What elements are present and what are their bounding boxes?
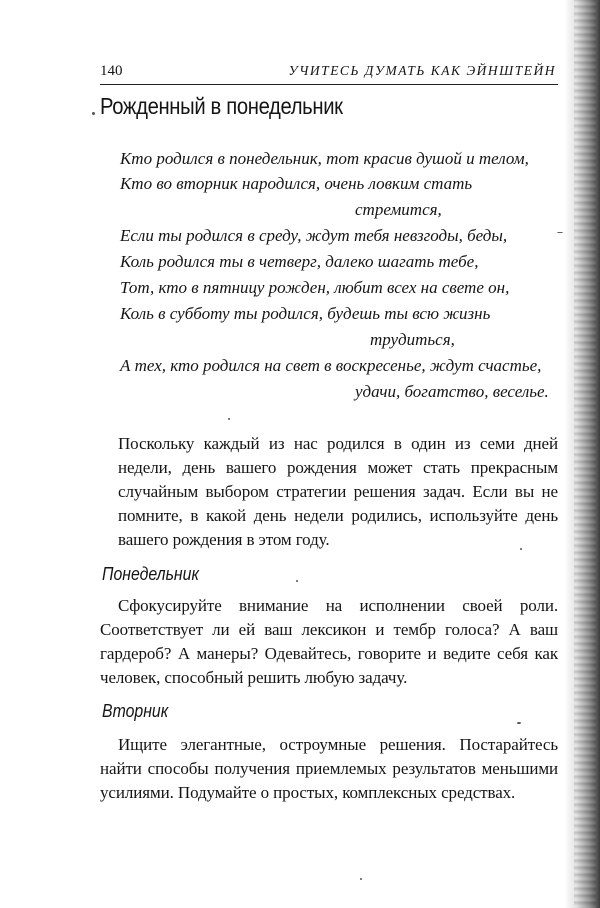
poem-line: Кто во вторник народился, очень ловким стать — [120, 174, 473, 193]
poem-line: Коль в субботу ты родился, будешь ты всю жизнь — [120, 304, 491, 323]
section-text-tuesday: Ищите элегантные, остроумные решения. Постарайтесь найти способы получения приемлемых результатов меньшими усилиями. Подумайте о простых, комплексных средствах. — [100, 735, 558, 802]
poem-line: трудиться, — [370, 330, 455, 349]
scan-speck — [557, 232, 563, 233]
poem-line: удачи, богатство, веселье. — [355, 382, 549, 401]
scan-speck — [228, 418, 230, 420]
poem-line: Тот, кто в пятницу рожден, любит всех на свете он, — [120, 278, 510, 297]
poem-line: А тех, кто родился на свет в воскресенье, ждут счастье, — [120, 356, 542, 375]
scan-speck — [520, 548, 522, 550]
running-title: УЧИТЕСЬ ДУМАТЬ КАК ЭЙНШТЕЙН — [288, 63, 556, 78]
intro-paragraph: Поскольку каждый из нас родился в один из семи дней недели, день вашего рождения может стать прекрасным случайным выбором стратегии решения задач. Если вы не помните, в какой день недели родились, используйте день вашего рождения в этом году. — [118, 434, 558, 549]
section-title-monday: Понедельник — [102, 564, 199, 584]
page-number: 140 — [100, 63, 123, 79]
chapter-title: Рожденный в понедельник — [100, 93, 343, 119]
scan-speck — [296, 580, 298, 582]
poem-line: Если ты родился в среду, ждут тебя невзгоды, беды, — [120, 226, 508, 245]
poem-line: Кто родился в понедельник, тот красив душой и телом, — [120, 149, 529, 168]
poem — [0, 0, 600, 420]
poem-line: стремится, — [355, 200, 442, 219]
scan-speck — [360, 878, 362, 880]
section-text-monday: Сфокусируйте внимание на исполнении своей роли. Соответствует ли ей ваш лексикон и тембр голоса? А ваш гардероб? А манеры? Одевайтесь, говорите и ведите себя как человек, способный решить любую задачу. — [100, 596, 558, 687]
poem-line: Коль родился ты в четверг, далеко шагать тебе, — [120, 252, 479, 271]
scan-speck — [517, 722, 521, 724]
section-title-tuesday: Вторник — [102, 701, 169, 721]
scan-speck — [92, 112, 95, 115]
